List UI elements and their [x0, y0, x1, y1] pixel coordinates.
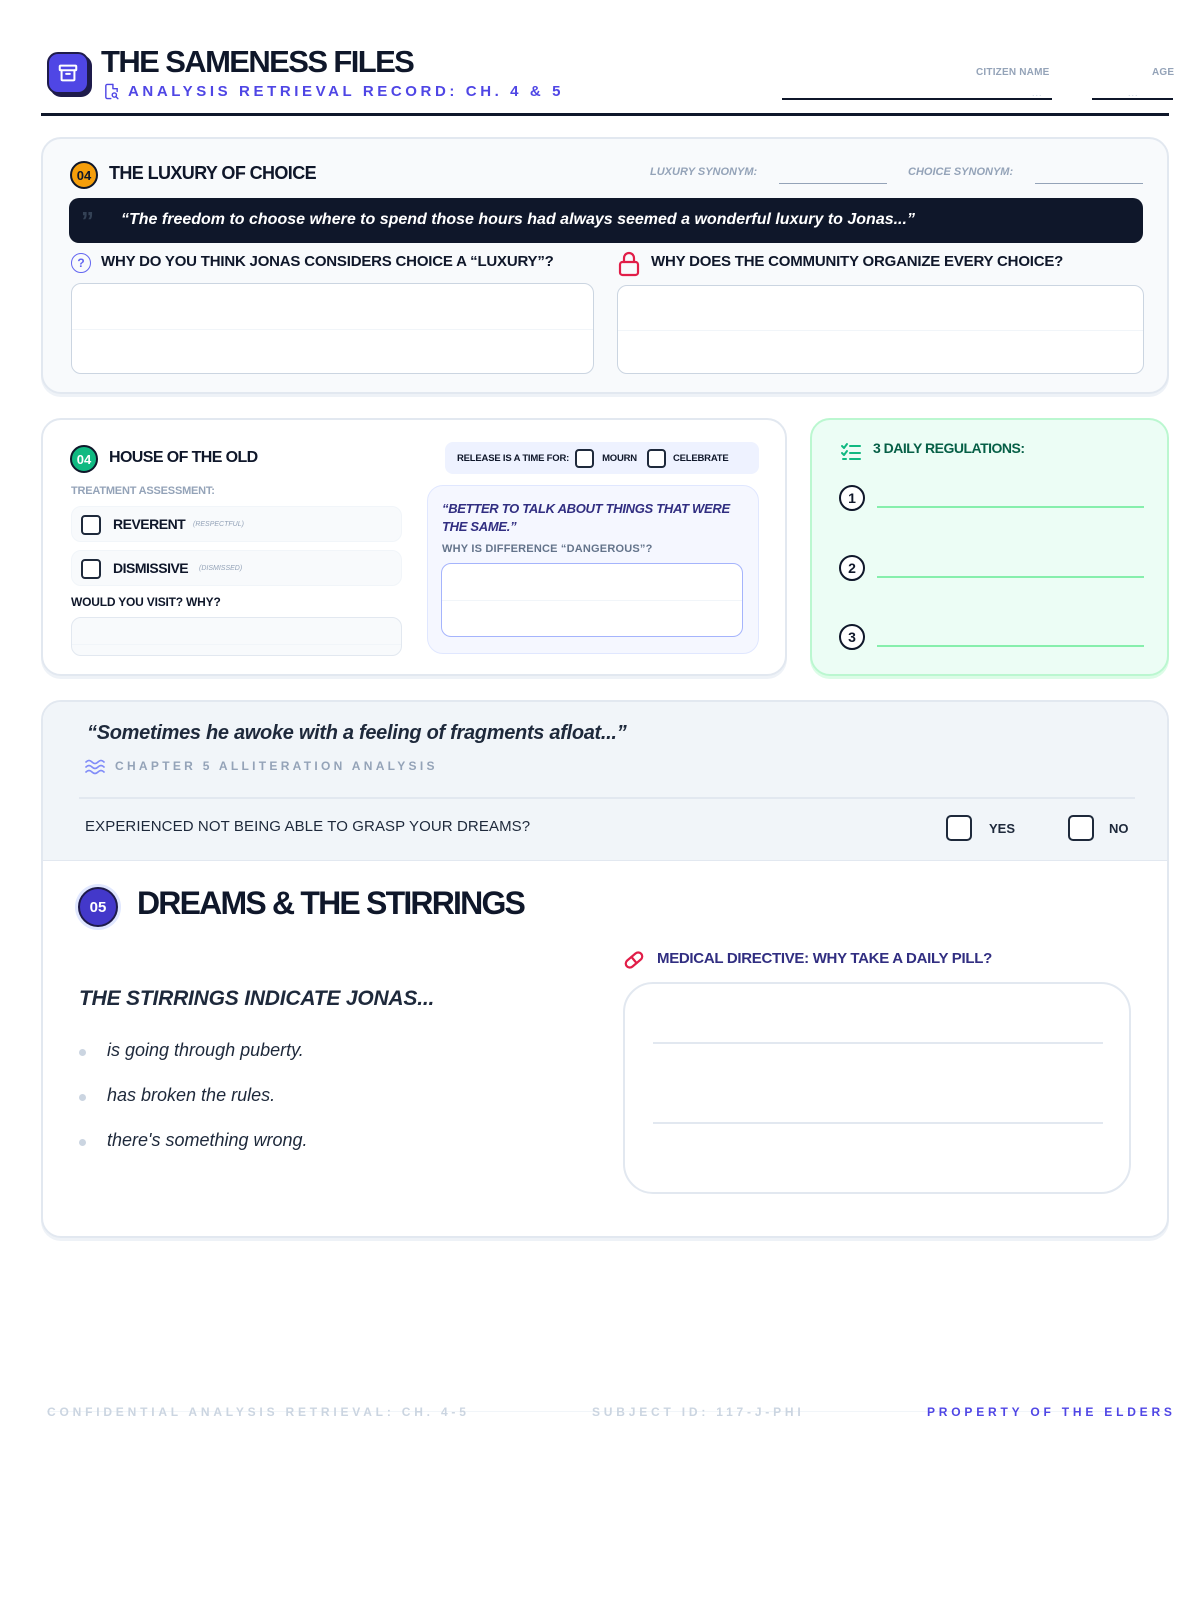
yes-label: YES: [989, 821, 1016, 836]
stirrings-option[interactable]: is going through puberty.: [107, 1040, 304, 1060]
medical-answer-box[interactable]: [623, 982, 1131, 1194]
age-placeholder: ...: [1128, 88, 1139, 98]
dreams-section: [41, 700, 1169, 1238]
choice-quote-text: “The freedom to choose where to spend those hours had always seemed a wonderful luxury to Jonas...”: [121, 211, 915, 228]
question-circle-icon: ?: [71, 253, 91, 273]
citizen-name-label: CITIZEN NAME: [976, 67, 1050, 78]
stirrings-heading: THE STIRRINGS INDICATE JONAS...: [79, 987, 435, 1010]
reverent-sublabel: (RESPECTFUL): [193, 521, 244, 528]
footer-property: PROPERTY OF THE ELDERS: [927, 1405, 1176, 1419]
house-of-the-old-section: [41, 418, 787, 676]
lock-icon: [617, 251, 641, 277]
no-checkbox[interactable]: [1068, 815, 1094, 841]
regulation-number: 3: [839, 624, 865, 650]
answer-line: [653, 1122, 1103, 1124]
release-label: RELEASE IS A TIME FOR:: [457, 452, 570, 464]
subtitle-text: ANALYSIS RETRIEVAL RECORD: CH. 4 & 5: [128, 83, 565, 100]
stirrings-option[interactable]: has broken the rules.: [107, 1085, 276, 1105]
checklist-icon: [840, 442, 862, 462]
answer-line: [653, 1042, 1103, 1044]
section-badge: 04: [70, 445, 98, 473]
divider: [79, 797, 1135, 799]
file-search-icon: [103, 82, 120, 101]
reverent-checkbox[interactable]: [81, 515, 101, 535]
community-question: WHY DOES THE COMMUNITY ORGANIZE EVERY CHOICE?: [651, 253, 1064, 270]
footer-confidential: CONFIDENTIAL ANALYSIS RETRIEVAL: CH. 4-5: [47, 1405, 470, 1419]
difference-question: WHY IS DIFFERENCE “DANGEROUS”?: [442, 543, 653, 555]
regulation-field[interactable]: [877, 645, 1144, 647]
bullet: [79, 1094, 86, 1101]
section-badge: 05: [78, 887, 118, 927]
reverent-option[interactable]: [71, 506, 402, 542]
section-title: HOUSE OF THE OLD: [109, 449, 258, 466]
quote-mark-icon: ”: [81, 206, 94, 236]
mourn-label: MOURN: [602, 452, 637, 464]
community-answer-box[interactable]: [617, 285, 1144, 374]
regulations-title: 3 DAILY REGULATIONS:: [873, 440, 1025, 456]
choice-synonym-field[interactable]: [1035, 183, 1143, 184]
choice-quote: [69, 198, 1143, 243]
age-field[interactable]: [1092, 98, 1173, 100]
yes-checkbox[interactable]: [946, 815, 972, 841]
sameness-quote: “BETTER TO TALK ABOUT THINGS THAT WERE THE SAME.”: [442, 501, 730, 534]
alliteration-label: CHAPTER 5 ALLITERATION ANALYSIS: [115, 759, 438, 773]
luxury-synonym-field[interactable]: [779, 183, 887, 184]
release-choice: [445, 442, 759, 474]
pill-icon: [622, 948, 646, 972]
celebrate-checkbox[interactable]: [647, 449, 666, 468]
alliteration-band: [43, 702, 1167, 861]
reverent-label: REVERENT: [113, 516, 186, 532]
dismissive-option[interactable]: [71, 550, 402, 586]
luxury-answer-box[interactable]: [71, 283, 594, 374]
choice-synonym-label: CHOICE SYNONYM:: [908, 166, 1014, 178]
dismissive-sublabel: (DISMISSED): [199, 565, 243, 572]
sameness-quote-card: [427, 485, 759, 654]
citizen-name-field[interactable]: [782, 98, 1052, 100]
grasp-question: EXPERIENCED NOT BEING ABLE TO GRASP YOUR DREAMS?: [85, 818, 531, 835]
treatment-label: TREATMENT ASSESSMENT:: [71, 485, 215, 497]
footer-subject-id: SUBJECT ID: 117-J-PHI: [592, 1405, 805, 1419]
dreams-title: DREAMS & THE STIRRINGS: [137, 885, 525, 921]
page-title: THE SAMENESS FILES: [101, 44, 414, 79]
luxury-synonym-label: LUXURY SYNONYM:: [650, 166, 758, 178]
waves-icon: [85, 759, 105, 775]
difference-answer-box[interactable]: [441, 563, 743, 637]
luxury-of-choice-section: [41, 137, 1169, 394]
citizen-name-placeholder: ...: [1032, 88, 1043, 98]
celebrate-label: CELEBRATE: [672, 452, 729, 464]
regulation-field[interactable]: [877, 576, 1144, 578]
dismissive-label: DISMISSIVE: [113, 560, 189, 576]
archive-icon: [47, 52, 89, 94]
section-title: THE LUXURY OF CHOICE: [109, 163, 317, 183]
stirrings-option[interactable]: there's something wrong.: [107, 1130, 308, 1150]
visit-answer-box[interactable]: [71, 617, 402, 656]
no-label: NO: [1109, 821, 1129, 836]
fragments-quote: “Sometimes he awoke with a feeling of fragments afloat...”: [87, 722, 627, 744]
luxury-question: WHY DO YOU THINK JONAS CONSIDERS CHOICE A “LUXURY”?: [101, 253, 554, 270]
section-badge: 04: [70, 161, 98, 189]
visit-question: WOULD YOU VISIT? WHY?: [71, 595, 221, 609]
mourn-checkbox[interactable]: [575, 449, 594, 468]
age-label: AGE: [1152, 67, 1175, 78]
bullet: [79, 1139, 86, 1146]
page-subtitle: [103, 82, 564, 101]
page-header: [41, 40, 1175, 116]
regulation-number: 1: [839, 485, 865, 511]
bullet: [79, 1049, 86, 1056]
medical-question: MEDICAL DIRECTIVE: WHY TAKE A DAILY PILL?: [657, 950, 992, 967]
regulation-number: 2: [839, 555, 865, 581]
daily-regulations-section: [810, 418, 1169, 676]
regulation-field[interactable]: [877, 506, 1144, 508]
dismissive-checkbox[interactable]: [81, 559, 101, 579]
